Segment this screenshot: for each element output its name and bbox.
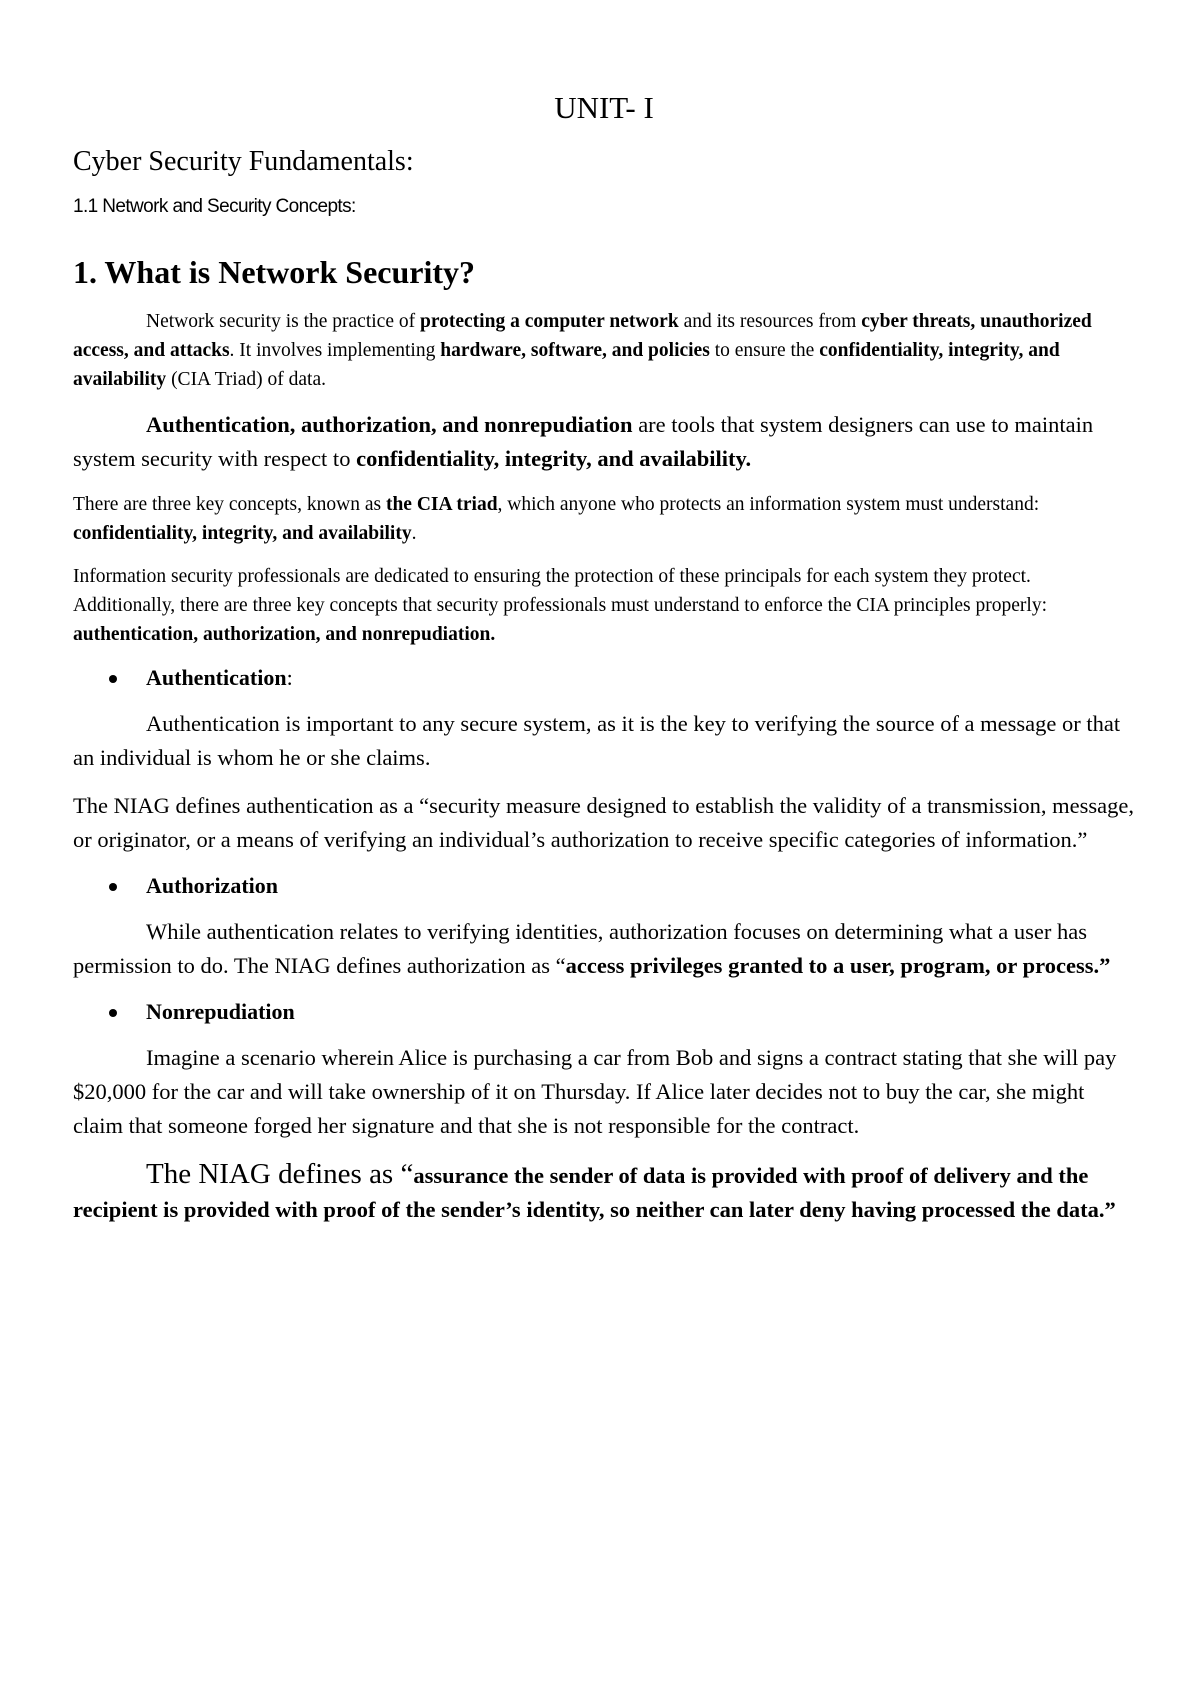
bullet-dot-icon — [109, 1009, 117, 1017]
question-heading: 1. What is Network Security? — [73, 254, 476, 290]
bullet-label: Nonrepudiation — [146, 999, 295, 1024]
bold-run: access privileges granted to a user, program, or process.” — [565, 953, 1111, 978]
nonrepudiation-niag-paragraph — [73, 1157, 1135, 1227]
nonrepudiation-paragraph: Imagine a scenario wherein Alice is purchasing a car from Bob and signs a contract stating that she will pay $20,000 for the car and will take ownership of it on Thursday. If Alice later decides not to buy the car, she might claim that someone forged her signature and that she is not responsible for the contract. — [73, 1045, 1117, 1138]
bullet-authentication — [73, 663, 1135, 693]
bullet-dot-icon — [109, 675, 117, 683]
text-run: . It involves implementing — [229, 340, 441, 361]
bold-run: Authentication, authorization, and nonrepudiation — [146, 412, 633, 437]
text-run: and its resources from — [678, 311, 862, 332]
bold-run: protecting a computer network — [419, 311, 679, 332]
text-run: (CIA Triad) of data. — [166, 369, 326, 390]
bold-run: confidentiality, integrity, and availability — [73, 523, 412, 544]
text-run: Network security is the practice of — [146, 311, 420, 332]
bold-run: assurance the sender of data is provided with proof of delivery and the recipient is provided with proof of the sender’s identity, so neither can later deny having processed the data.” — [73, 1163, 1116, 1222]
text-run: . — [411, 523, 417, 544]
text-run: to ensure the — [709, 340, 820, 361]
text-run: The NIAG defines as “ — [146, 1158, 414, 1190]
text-run: are tools that system designers can use to maintain system security with respect to — [73, 412, 1094, 471]
bullet-nonrepudiation — [73, 997, 1135, 1027]
bullet-dot-icon — [109, 883, 117, 891]
text-run: There are three key concepts, known as — [73, 494, 386, 515]
bold-run: hardware, software, and policies — [440, 340, 710, 361]
bullet-label: Authorization — [146, 873, 278, 898]
network-security-paragraph — [73, 307, 1135, 394]
bold-run: confidentiality, integrity, and availability — [73, 340, 1060, 390]
subsection-title: 1.1 Network and Security Concepts: — [73, 196, 356, 217]
bold-run: confidentiality, integrity, and availability. — [356, 446, 752, 471]
authentication-niag-paragraph: The NIAG defines authentication as a “security measure designed to establish the validity of a transmission, message, or originator, or a means of verifying an individual’s authorization to receive specific categories of information.” — [73, 793, 1134, 852]
bullet-colon: : — [286, 665, 293, 690]
bullet-authorization — [73, 871, 1135, 901]
unit-title: UNIT- I — [554, 90, 654, 125]
bold-run: cyber threats, unauthorized access, and attacks — [73, 311, 1092, 361]
bullet-label: Authentication — [146, 665, 287, 690]
text-run: Information security professionals are dedicated to ensuring the protection of these principals for each system they protect. Additionally, there are three key concepts that security professionals must understand to enforce the CIA principles properly: — [73, 566, 1047, 616]
bold-run: the CIA triad — [385, 494, 498, 515]
bold-run: authentication, authorization, and nonrepudiation. — [73, 624, 496, 645]
tools-paragraph — [73, 408, 1135, 476]
authorization-paragraph — [73, 915, 1135, 983]
authentication-paragraph: Authentication is important to any secure system, as it is the key to verifying the source of a message or that an individual is whom he or she claims. — [73, 711, 1121, 770]
text-run: While authentication relates to verifying identities, authorization focuses on determining what a user has permission to do. The NIAG defines authorization as “ — [73, 919, 1087, 978]
cia-triad-paragraph — [73, 490, 1135, 548]
text-run: , which anyone who protects an information system must understand: — [497, 494, 1040, 515]
section-title: Cyber Security Fundamentals: — [73, 146, 414, 177]
document-page — [73, 80, 1135, 1241]
professionals-paragraph — [73, 562, 1135, 649]
